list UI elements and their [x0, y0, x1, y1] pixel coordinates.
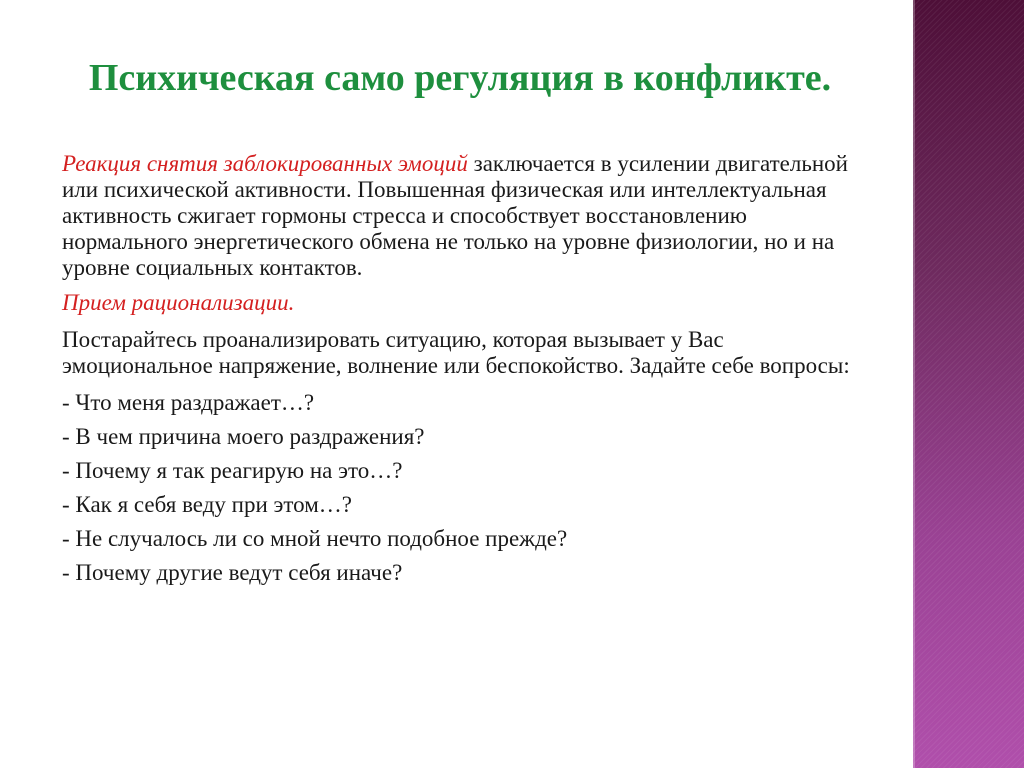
paragraph-blocked-emotions — [62, 151, 852, 281]
band-edge — [913, 0, 915, 768]
question-item: - Почему другие ведут себя иначе? — [62, 560, 403, 585]
decorative-side-band — [913, 0, 1024, 768]
question-item: - Не случалось ли со мной нечто подобное прежде? — [62, 526, 568, 551]
question-item: - Почему я так реагирую на это…? — [62, 458, 403, 483]
band-texture — [913, 0, 1024, 768]
slide-body — [62, 151, 852, 586]
slide-title: Психическая само регуляция в конфликте. — [88, 57, 832, 99]
question-item: - Что меня раздражает…? — [62, 390, 315, 415]
subheading-rationalization: Прием рационализации. — [62, 290, 295, 315]
paragraph-blocked-emotions-text: заключается в усилении двигательной или психической активности. Повышенная физическая или интеллектуальная активность сжигает гормоны стресса и способствует восстановлению нормального энергетического обмена не только на уровне физиологии, но и на уровне социальных контактов. — [62, 151, 848, 280]
highlight-blocked-emotions: Реакция снятия заблокированных эмоций — [62, 151, 468, 176]
question-item: - Как я себя веду при этом…? — [62, 492, 352, 517]
question-item: - В чем причина моего раздражения? — [62, 424, 425, 449]
paragraph-analyze-situation: Постарайтесь проанализировать ситуацию, которая вызывает у Вас эмоциональное напряжение, волнение или беспокойство. Задайте себе вопросы: — [62, 327, 850, 378]
